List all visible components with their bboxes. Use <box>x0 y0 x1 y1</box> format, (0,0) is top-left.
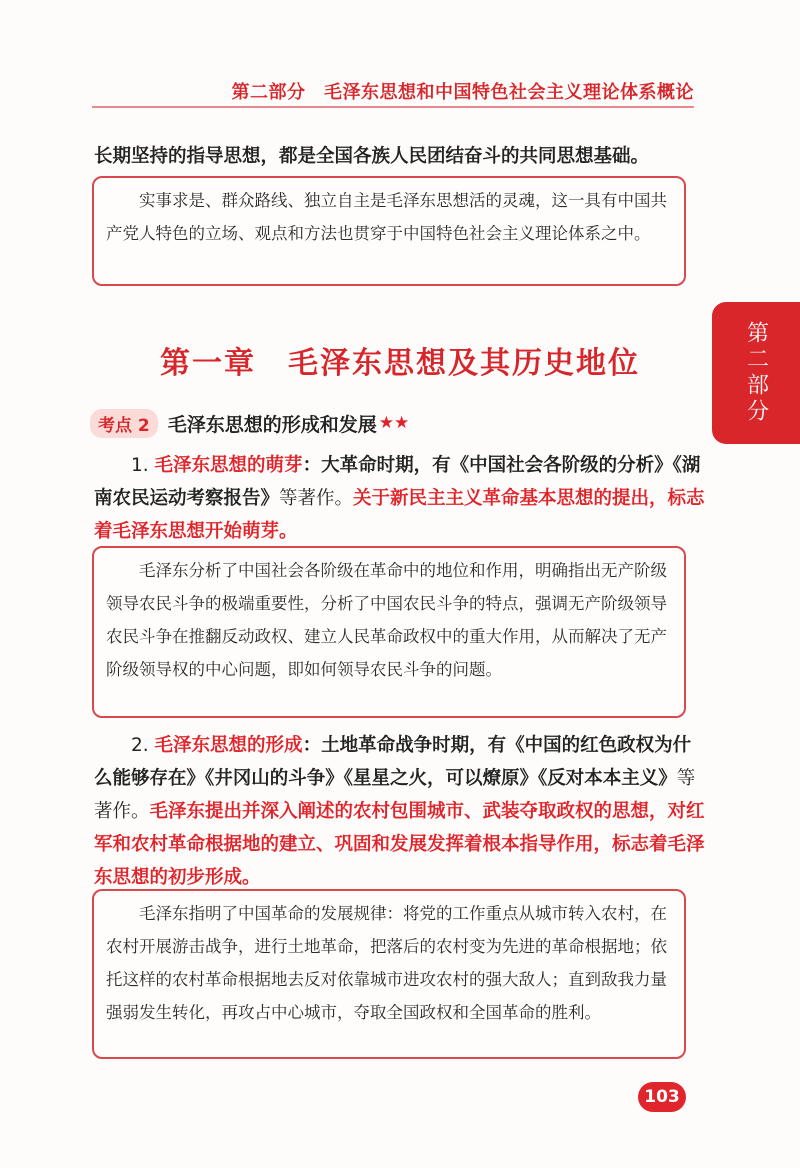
section-2 <box>94 729 706 894</box>
note-box-3 <box>92 889 686 1059</box>
intro-line: 长期坚持的指导思想，都是全国各族人民团结奋斗的共同思想基础。 <box>94 146 650 167</box>
kaodian-badge: 考点 2 <box>90 409 158 438</box>
kaodian-title: 毛泽东思想的形成和发展 <box>167 413 377 436</box>
section-2-heading: 毛泽东思想的形成 <box>154 735 303 756</box>
section-1-sep: ： <box>302 455 322 476</box>
note-text-2: 毛泽东分析了中国社会各阶级在革命中的地位和作用，明确指出无产阶级领导农民斗争的极端重要性，分析了中国农民斗争的特点，强调无产阶级领导农民斗争在推翻反动政权、建立人民革命政权中的重大作用，从而解决了无产阶级领导权的中心问题，即如何领导农民斗争的问题。 <box>106 561 667 679</box>
header-divider <box>92 106 694 108</box>
page-header-title: 第二部分 毛泽东思想和中国特色社会主义理论体系概论 <box>231 82 694 103</box>
section-1-highlight: 关于新民主主义革命基本思想的提出，标志着毛泽东思想开始萌芽。 <box>94 488 705 542</box>
section-2-number: 2. <box>131 735 155 756</box>
kaodian-heading <box>90 408 409 438</box>
note-box-1 <box>92 176 686 286</box>
section-1-tail: 等著作。 <box>279 488 354 509</box>
section-2-sep: ： <box>302 735 322 756</box>
note-box-2 <box>92 546 686 718</box>
section-1-heading: 毛泽东思想的萌芽 <box>154 455 303 476</box>
note-text-1: 实事求是、群众路线、独立自主是毛泽东思想活的灵魂，这一具有中国共产党人特色的立场、观点和方法也贯穿于中国特色社会主义理论体系之中。 <box>106 191 667 243</box>
section-1-body: 大革命时期，有《中国社会各阶级的分析》《湖南农民运动考察报告》 <box>94 455 701 509</box>
section-1 <box>94 449 706 548</box>
section-1-number: 1. <box>131 455 155 476</box>
chapter-title: 第一章 毛泽东思想及其历史地位 <box>160 346 640 381</box>
importance-stars-icon: ★★ <box>378 413 410 433</box>
section-2-highlight: 毛泽东提出并深入阐述的农村包围城市、武装夺取政权的思想，对红军和农村革命根据地的建立、巩固和发展发挥着根本指导作用，标志着毛泽东思想的初步形成。 <box>94 801 705 888</box>
page-number-badge: 103 <box>638 1082 686 1112</box>
side-tab-label: 第二部分 <box>743 321 769 425</box>
section-2-body: 土地革命战争时期，有《中国的红色政权为什么能够存在》《井冈山的斗争》《星星之火，可以燎原》《反对本本主义》 <box>94 735 692 789</box>
section-2-tail: 等著作。 <box>94 768 696 822</box>
note-text-3: 毛泽东指明了中国革命的发展规律：将党的工作重点从城市转入农村，在农村开展游击战争，进行土地革命，把落后的农村变为先进的革命根据地；依托这样的农村革命根据地去反对依靠城市进攻农村的强大敌人；直到敌我力量强弱发生转化，再攻占中心城市，夺取全国政权和全国革命的胜利。 <box>106 904 667 1022</box>
